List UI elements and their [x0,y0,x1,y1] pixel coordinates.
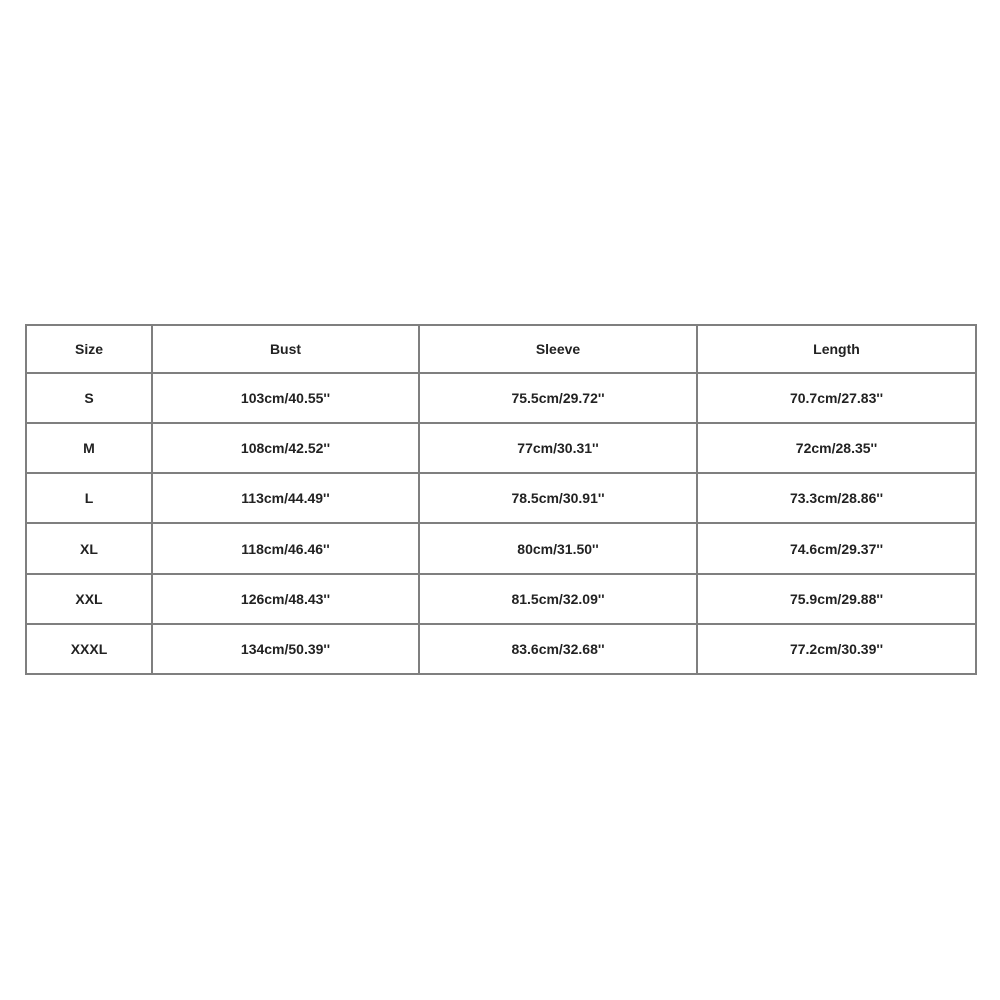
cell-bust: 113cm/44.49'' [152,473,419,523]
table-row [26,523,976,573]
cell-length: 74.6cm/29.37'' [697,523,976,573]
cell-length: 77.2cm/30.39'' [697,624,976,674]
cell-size: XXL [26,574,152,624]
header-size: Size [26,325,152,373]
cell-bust: 134cm/50.39'' [152,624,419,674]
cell-bust: 126cm/48.43'' [152,574,419,624]
size-chart-table [25,324,977,675]
header-bust: Bust [152,325,419,373]
cell-sleeve: 75.5cm/29.72'' [419,373,697,423]
cell-size: L [26,473,152,523]
cell-sleeve: 78.5cm/30.91'' [419,473,697,523]
table-row [26,423,976,473]
cell-length: 70.7cm/27.83'' [697,373,976,423]
table-row [26,473,976,523]
cell-size: S [26,373,152,423]
cell-length: 73.3cm/28.86'' [697,473,976,523]
cell-bust: 103cm/40.55'' [152,373,419,423]
cell-bust: 118cm/46.46'' [152,523,419,573]
table-row [26,574,976,624]
table-row [26,624,976,674]
cell-bust: 108cm/42.52'' [152,423,419,473]
cell-length: 75.9cm/29.88'' [697,574,976,624]
table-header-row [26,325,976,373]
table-row [26,373,976,423]
cell-size: M [26,423,152,473]
cell-length: 72cm/28.35'' [697,423,976,473]
cell-size: XL [26,523,152,573]
header-sleeve: Sleeve [419,325,697,373]
cell-sleeve: 83.6cm/32.68'' [419,624,697,674]
cell-sleeve: 81.5cm/32.09'' [419,574,697,624]
header-length: Length [697,325,976,373]
cell-sleeve: 80cm/31.50'' [419,523,697,573]
cell-sleeve: 77cm/30.31'' [419,423,697,473]
cell-size: XXXL [26,624,152,674]
